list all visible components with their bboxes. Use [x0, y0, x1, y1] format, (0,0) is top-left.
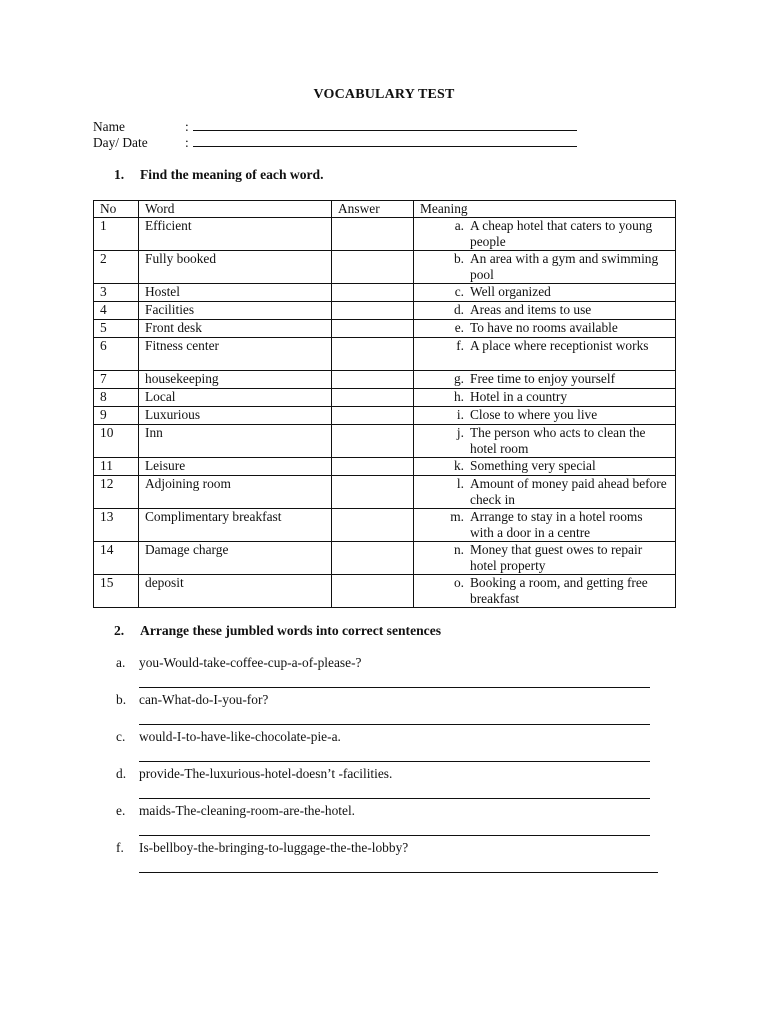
row-number: 14 [94, 542, 139, 575]
answer-cell[interactable] [332, 338, 414, 371]
row-number: 11 [94, 458, 139, 476]
meaning-text: Amount of money paid ahead before check in [470, 476, 667, 507]
sentence-text: can-What-do-I-you-for? [139, 692, 269, 707]
table-row [94, 371, 676, 389]
sentence-text: maids-The-cleaning-room-are-the-hotel. [139, 803, 356, 818]
meaning-text: Arrange to stay in a hotel rooms with a door in a centre [470, 509, 643, 540]
row-meaning [414, 458, 676, 476]
table-row [94, 302, 676, 320]
row-meaning [414, 509, 676, 542]
row-number: 4 [94, 302, 139, 320]
meaning-letter: c. [454, 284, 464, 299]
answer-line[interactable] [139, 749, 650, 762]
answer-line[interactable] [139, 823, 650, 836]
header-word: Word [139, 201, 332, 218]
table-row [94, 509, 676, 542]
answer-cell[interactable] [332, 218, 414, 251]
row-meaning [414, 302, 676, 320]
meaning-text: Hotel in a country [470, 389, 568, 404]
row-word: deposit [139, 575, 332, 608]
row-number: 8 [94, 389, 139, 407]
answer-cell[interactable] [332, 509, 414, 542]
row-word: Fully booked [139, 251, 332, 284]
date-colon: : [185, 135, 189, 150]
name-label: Name [93, 119, 125, 134]
sentence-text: Is-bellboy-the-bringing-to-luggage-the-the-lobby? [139, 840, 409, 855]
sentence-letter: d. [116, 766, 127, 781]
name-colon: : [185, 119, 189, 134]
row-word: Hostel [139, 284, 332, 302]
meaning-letter: o. [453, 575, 464, 590]
table-row [94, 218, 676, 251]
row-word: Facilities [139, 302, 332, 320]
meaning-text: Booking a room, and getting free breakfast [470, 575, 648, 606]
row-meaning [414, 575, 676, 608]
meaning-letter: b. [453, 251, 464, 266]
row-number: 13 [94, 509, 139, 542]
answer-cell[interactable] [332, 407, 414, 425]
row-number: 12 [94, 476, 139, 509]
meaning-letter: k. [453, 458, 464, 473]
answer-cell[interactable] [332, 284, 414, 302]
table-row [94, 389, 676, 407]
row-number: 6 [94, 338, 139, 371]
header-meaning: Meaning [414, 201, 676, 218]
sentence-letter: e. [116, 803, 126, 818]
meaning-letter: l. [456, 476, 464, 491]
answer-cell[interactable] [332, 371, 414, 389]
sentence-text: you-Would-take-coffee-cup-a-of-please-? [139, 655, 362, 670]
row-meaning [414, 476, 676, 509]
row-meaning [414, 251, 676, 284]
meaning-letter: m. [450, 509, 464, 524]
meaning-text: Well organized [470, 284, 551, 299]
row-word: Fitness center [139, 338, 332, 371]
meaning-text: To have no rooms available [470, 320, 618, 335]
answer-cell[interactable] [332, 302, 414, 320]
page-title: VOCABULARY TEST [313, 87, 455, 102]
meaning-letter: e. [454, 320, 464, 335]
table-row [94, 338, 676, 371]
row-number: 2 [94, 251, 139, 284]
row-meaning [414, 542, 676, 575]
row-number: 5 [94, 320, 139, 338]
answer-cell[interactable] [332, 476, 414, 509]
row-meaning [414, 284, 676, 302]
row-meaning [414, 218, 676, 251]
meaning-letter: f. [456, 338, 464, 353]
sentence-letter: b. [116, 692, 127, 707]
answer-cell[interactable] [332, 425, 414, 458]
meaning-text: Free time to enjoy yourself [470, 371, 616, 386]
date-label: Day/ Date [93, 135, 148, 150]
meaning-letter: j. [456, 425, 464, 440]
table-row [94, 284, 676, 302]
answer-line[interactable] [139, 860, 658, 873]
row-meaning [414, 425, 676, 458]
answer-cell[interactable] [332, 458, 414, 476]
meaning-text: Close to where you live [470, 407, 598, 422]
meaning-letter: g. [453, 371, 464, 386]
sentence-letter: a. [116, 655, 126, 670]
row-word: Inn [139, 425, 332, 458]
section1-number: 1. [114, 167, 125, 182]
vocabulary-table [93, 200, 676, 608]
section1-heading [114, 167, 324, 183]
answer-line[interactable] [139, 786, 650, 799]
table-row [94, 458, 676, 476]
answer-cell[interactable] [332, 575, 414, 608]
date-row [93, 134, 577, 152]
row-word: Front desk [139, 320, 332, 338]
meaning-text: Something very special [470, 458, 596, 473]
header-no: No [94, 201, 139, 218]
row-meaning [414, 407, 676, 425]
row-word: Luxurious [139, 407, 332, 425]
table-row [94, 320, 676, 338]
date-blank[interactable] [193, 134, 577, 147]
meaning-text: The person who acts to clean the hotel room [470, 425, 646, 456]
meaning-text: An area with a gym and swimming pool [470, 251, 659, 282]
answer-line[interactable] [139, 712, 650, 725]
meaning-letter: h. [453, 389, 464, 404]
table-row [94, 425, 676, 458]
row-word: Adjoining room [139, 476, 332, 509]
table-header-row [94, 201, 676, 218]
meaning-text: A cheap hotel that caters to young people [470, 218, 653, 249]
table-body [94, 218, 676, 608]
meaning-letter: a. [454, 218, 464, 233]
table-row [94, 251, 676, 284]
row-number: 15 [94, 575, 139, 608]
table-row [94, 476, 676, 509]
meaning-text: Money that guest owes to repair hotel property [470, 542, 643, 573]
answer-line[interactable] [139, 675, 650, 688]
row-number: 3 [94, 284, 139, 302]
row-number: 9 [94, 407, 139, 425]
row-meaning [414, 338, 676, 371]
section2-number: 2. [114, 623, 125, 638]
row-word: housekeeping [139, 371, 332, 389]
table-row [94, 575, 676, 608]
row-word: Complimentary breakfast [139, 509, 332, 542]
row-word: Local [139, 389, 332, 407]
answer-cell[interactable] [332, 320, 414, 338]
sentence-letter: f. [116, 840, 124, 855]
meaning-letter: i. [456, 407, 464, 422]
table-row [94, 542, 676, 575]
row-word: Damage charge [139, 542, 332, 575]
row-meaning [414, 389, 676, 407]
row-number: 7 [94, 371, 139, 389]
sentence-text: would-I-to-have-like-chocolate-pie-a. [139, 729, 341, 744]
section2-title: Arrange these jumbled words into correct sentences [140, 623, 442, 638]
section1-title: Find the meaning of each word. [140, 167, 324, 182]
meaning-text: Areas and items to use [470, 302, 592, 317]
answer-cell[interactable] [332, 389, 414, 407]
answer-cell[interactable] [332, 542, 414, 575]
meaning-text: A place where receptionist works [470, 338, 649, 353]
header-answer: Answer [332, 201, 414, 218]
sentence-letter: c. [116, 729, 126, 744]
row-meaning [414, 371, 676, 389]
answer-cell[interactable] [332, 251, 414, 284]
row-number: 1 [94, 218, 139, 251]
meaning-letter: n. [453, 542, 464, 557]
table-row [94, 407, 676, 425]
row-meaning [414, 320, 676, 338]
sentence-text: provide-The-luxurious-hotel-doesn’t -facilities. [139, 766, 393, 781]
row-word: Efficient [139, 218, 332, 251]
section2-heading [114, 623, 441, 639]
name-blank[interactable] [193, 118, 577, 131]
row-number: 10 [94, 425, 139, 458]
meaning-letter: d. [453, 302, 464, 317]
row-word: Leisure [139, 458, 332, 476]
